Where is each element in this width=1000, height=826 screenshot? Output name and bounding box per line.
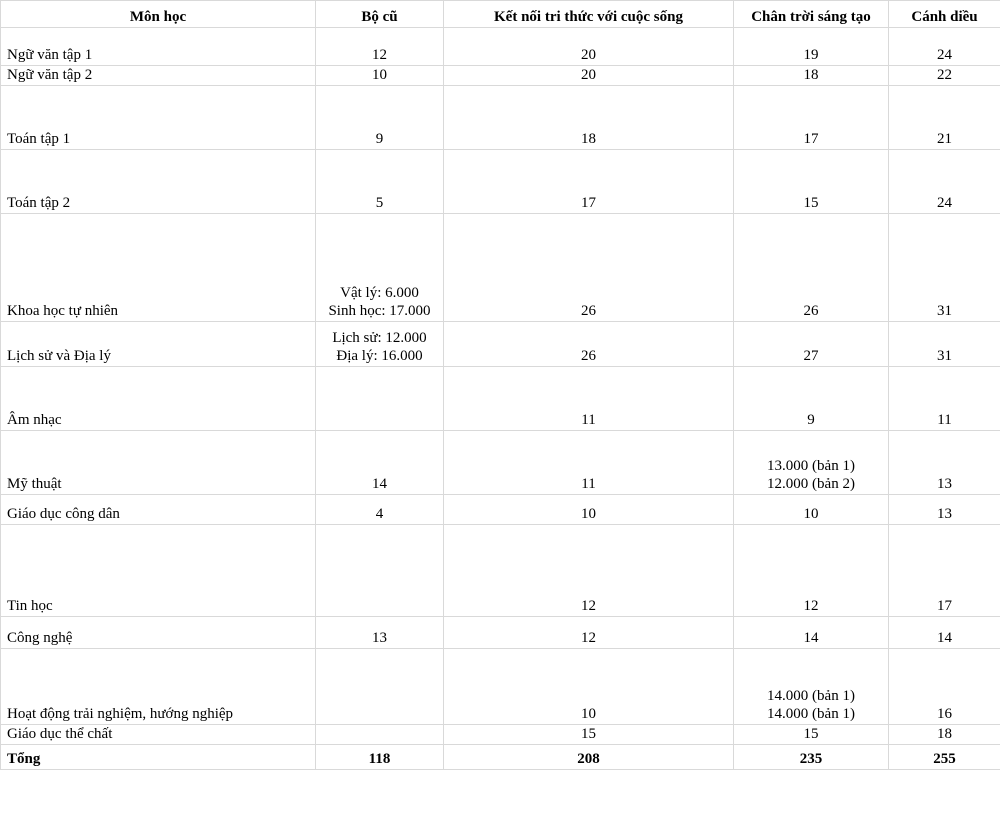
- row-chan-troi-sang-tao-price: [734, 649, 889, 725]
- row-subject: Giáo dục thể chất: [1, 725, 316, 745]
- table-row: [1, 495, 1000, 525]
- row-canh-dieu-price: 18: [889, 725, 1000, 745]
- row-chan-troi-sang-tao-price: 12: [734, 525, 889, 617]
- row-ket-noi-tri-thuc-price: 10: [444, 495, 734, 525]
- row-old-set-price: 12: [316, 28, 444, 66]
- table-row: [1, 617, 1000, 649]
- row-canh-dieu-price: 31: [889, 214, 1000, 322]
- table-row: [1, 525, 1000, 617]
- row-old-set-price: 9: [316, 86, 444, 150]
- row-ket-noi-tri-thuc-price: 17: [444, 150, 734, 214]
- row-old-set-price: 14: [316, 431, 444, 495]
- table-row: [1, 725, 1000, 745]
- row-old-set-price: [316, 649, 444, 725]
- row-old-set-price: [316, 322, 444, 367]
- row-subject: Công nghệ: [1, 617, 316, 649]
- row-canh-dieu-price: 31: [889, 322, 1000, 367]
- cell-line: Địa lý: 16.000: [336, 348, 423, 365]
- row-old-set-price: [316, 214, 444, 322]
- row-ket-noi-tri-thuc-price: 12: [444, 617, 734, 649]
- row-subject: Ngữ văn tập 1: [1, 28, 316, 66]
- column-header-canh-dieu: Cánh diều: [889, 1, 1000, 28]
- row-canh-dieu-price: 21: [889, 86, 1000, 150]
- row-chan-troi-sang-tao-price: 26: [734, 214, 889, 322]
- row-chan-troi-sang-tao-price: 15: [734, 150, 889, 214]
- row-ket-noi-tri-thuc-price: 11: [444, 431, 734, 495]
- total-old-set: 118: [316, 745, 444, 770]
- table-row: [1, 367, 1000, 431]
- total-row: [1, 745, 1000, 770]
- row-canh-dieu-price: 24: [889, 150, 1000, 214]
- row-old-set-price: [316, 725, 444, 745]
- row-old-set-price: 10: [316, 66, 444, 86]
- column-header-chan-troi-sang-tao: Chân trời sáng tạo: [734, 1, 889, 28]
- row-canh-dieu-price: 22: [889, 66, 1000, 86]
- row-chan-troi-sang-tao-price: 15: [734, 725, 889, 745]
- table-header: [1, 1, 1000, 28]
- cell-line: 14.000 (bản 1): [767, 706, 855, 723]
- row-subject: Toán tập 1: [1, 86, 316, 150]
- row-subject: Tin học: [1, 525, 316, 617]
- row-canh-dieu-price: 14: [889, 617, 1000, 649]
- row-ket-noi-tri-thuc-price: 10: [444, 649, 734, 725]
- column-header-old-set: Bộ cũ: [316, 1, 444, 28]
- row-canh-dieu-price: 24: [889, 28, 1000, 66]
- table-row: [1, 66, 1000, 86]
- row-subject: Mỹ thuật: [1, 431, 316, 495]
- row-chan-troi-sang-tao-price: 27: [734, 322, 889, 367]
- table-row: [1, 150, 1000, 214]
- cell-line: 13.000 (bản 1): [767, 457, 855, 474]
- row-old-set-price: [316, 367, 444, 431]
- row-chan-troi-sang-tao-price: 19: [734, 28, 889, 66]
- row-ket-noi-tri-thuc-price: 26: [444, 322, 734, 367]
- table-row: [1, 649, 1000, 725]
- row-chan-troi-sang-tao-price: [734, 431, 889, 495]
- row-canh-dieu-price: 17: [889, 525, 1000, 617]
- row-subject: Ngữ văn tập 2: [1, 66, 316, 86]
- row-old-set-price: [316, 525, 444, 617]
- table-row: [1, 322, 1000, 367]
- row-ket-noi-tri-thuc-price: 20: [444, 66, 734, 86]
- row-canh-dieu-price: 13: [889, 431, 1000, 495]
- row-canh-dieu-price: 16: [889, 649, 1000, 725]
- table-header-row: [1, 1, 1000, 28]
- row-subject: Lịch sử và Địa lý: [1, 322, 316, 367]
- total-label: Tổng: [1, 745, 316, 770]
- row-subject: Âm nhạc: [1, 367, 316, 431]
- cell-line: 12.000 (bản 2): [767, 476, 855, 493]
- total-canh-dieu: 255: [889, 745, 1000, 770]
- row-chan-troi-sang-tao-price: 10: [734, 495, 889, 525]
- row-ket-noi-tri-thuc-price: 18: [444, 86, 734, 150]
- row-subject: Toán tập 2: [1, 150, 316, 214]
- row-chan-troi-sang-tao-price: 14: [734, 617, 889, 649]
- row-subject: Giáo dục công dân: [1, 495, 316, 525]
- row-old-set-price: 4: [316, 495, 444, 525]
- cell-line: 14.000 (bản 1): [767, 687, 855, 704]
- table-row: [1, 431, 1000, 495]
- table-row: [1, 214, 1000, 322]
- row-chan-troi-sang-tao-price: 18: [734, 66, 889, 86]
- row-old-set-price: 5: [316, 150, 444, 214]
- column-header-ket-noi-tri-thuc: Kết nối tri thức với cuộc sống: [444, 1, 734, 28]
- row-ket-noi-tri-thuc-price: 15: [444, 725, 734, 745]
- row-subject: Hoạt động trải nghiệm, hướng nghiệp: [1, 649, 316, 725]
- table-body: [1, 28, 1000, 745]
- row-chan-troi-sang-tao-price: 9: [734, 367, 889, 431]
- row-ket-noi-tri-thuc-price: 12: [444, 525, 734, 617]
- total-ket-noi-tri-thuc: 208: [444, 745, 734, 770]
- row-ket-noi-tri-thuc-price: 11: [444, 367, 734, 431]
- row-subject: Khoa học tự nhiên: [1, 214, 316, 322]
- cell-line: Lịch sử: 12.000: [332, 329, 427, 346]
- cell-line: Vật lý: 6.000: [340, 284, 419, 301]
- row-old-set-price: 13: [316, 617, 444, 649]
- table-row: [1, 28, 1000, 66]
- row-canh-dieu-price: 13: [889, 495, 1000, 525]
- row-ket-noi-tri-thuc-price: 26: [444, 214, 734, 322]
- row-canh-dieu-price: 11: [889, 367, 1000, 431]
- row-chan-troi-sang-tao-price: 17: [734, 86, 889, 150]
- total-chan-troi-sang-tao: 235: [734, 745, 889, 770]
- cell-line: Sinh học: 17.000: [328, 303, 431, 320]
- table-footer: [1, 745, 1000, 770]
- table-row: [1, 86, 1000, 150]
- row-ket-noi-tri-thuc-price: 20: [444, 28, 734, 66]
- column-header-subject: Môn học: [1, 1, 316, 28]
